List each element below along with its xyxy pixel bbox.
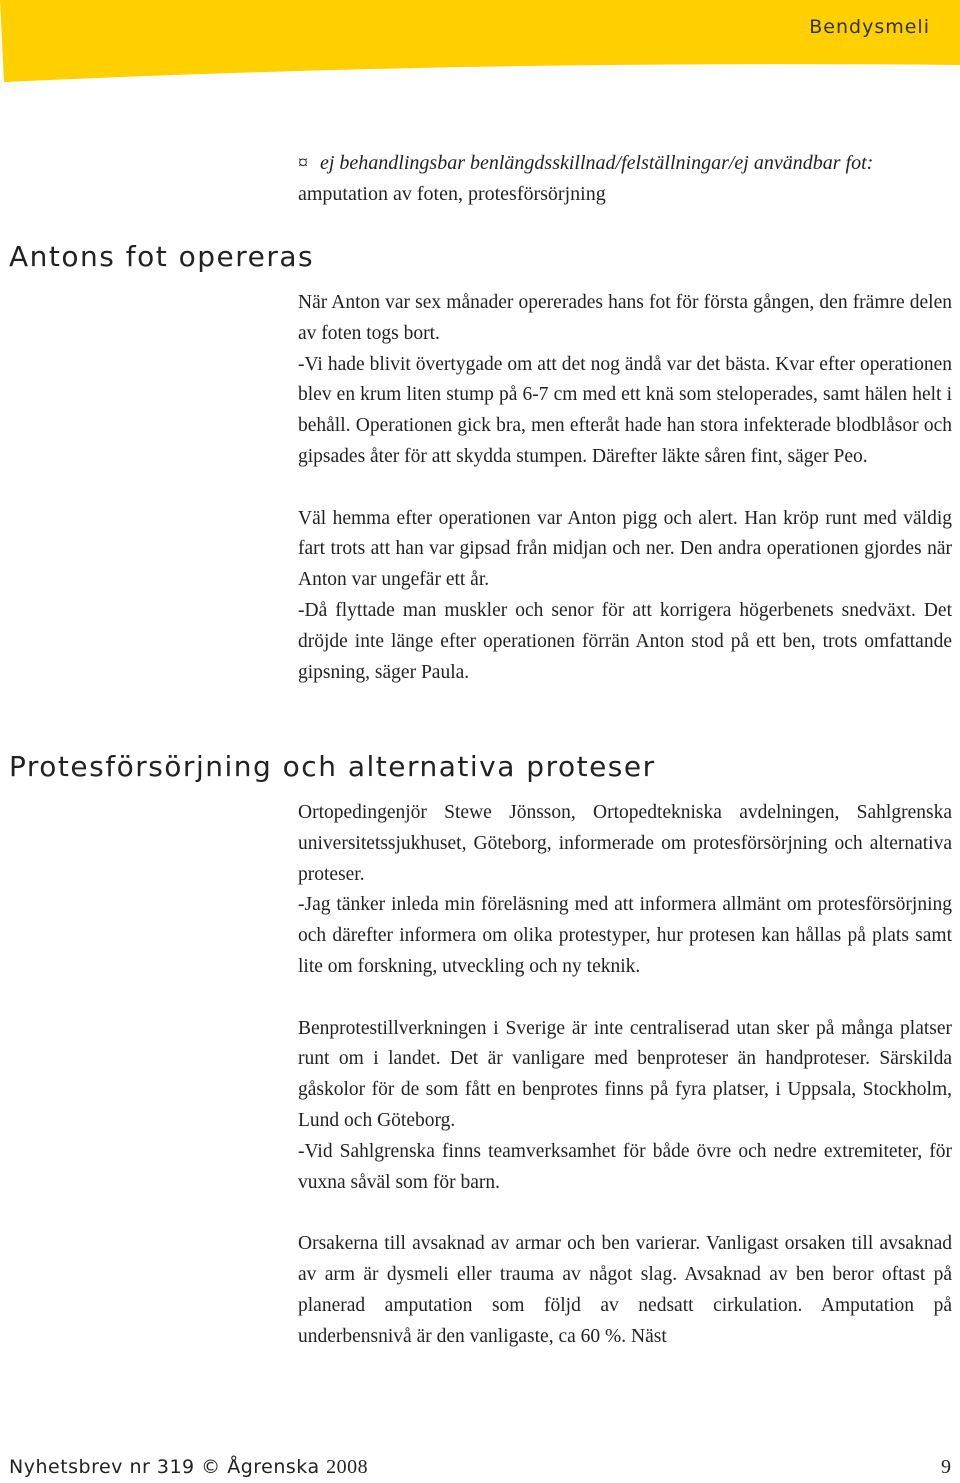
header-banner [0, 0, 960, 90]
section-label: Bendysmeli [809, 16, 930, 38]
paragraph: Orsakerna till avsaknad av armar och ben varierar. Vanligast orsaken till avsaknad av arm är dysmeli eller trauma av något slag. Avsaknad av ben beror oftast på planerad amputation som följd av nedsatt cirkulation. Amputation på underbensnivå är den vanligaste, ca 60 %. Näst [298, 1233, 952, 1347]
footer-year: 2008 [326, 1456, 369, 1478]
paragraph: Ortopedingenjör Stewe Jönsson, Ortopedtekniska avdelningen, Sahlgrenska universitetssjukhuset, Göteborg, informerade om protesförsörjning och alternativa proteser. [298, 802, 952, 885]
section1-body [298, 288, 952, 688]
bullet-text: amputation av foten, protesförsörjning [298, 183, 606, 205]
paragraph: Benprotestillverkningen i Sverige är inte centraliserad utan sker på många platser runt om i landet. Det är vanligare med benproteser än handproteser. Särskilda gåskolor för de som fått en benprotes finns på fyra platser, i Uppsala, Stockholm, Lund och Göteborg. [298, 1017, 952, 1131]
section2-body [298, 798, 952, 1352]
paragraph: -Jag tänker inleda min föreläsning med att informera allmänt om protesförsörjning och därefter informera om olika protestyper, hur protesen kan hållas på plats samt lite om forskning, utveckling och ny teknik. [298, 894, 952, 977]
bullet-italic-text: ej behandlingsbar benlängdsskillnad/felställningar/ej användbar fot: [320, 152, 874, 174]
paragraph: -Vid Sahlgrenska finns teamverksamhet för både övre och nedre extremiteter, för vuxna såväl som för barn. [298, 1140, 952, 1193]
paragraph: När Anton var sex månader opererades hans fot för första gången, den främre delen av foten togs bort. [298, 292, 952, 344]
paragraph: -Vi hade blivit övertygade om att det nog ändå var det bästa. Kvar efter operationen blev en krum liten stump på 6-7 cm med ett knä som steloperades, samt hälen helt i behåll. Operationen gick bra, men efteråt hade han stora infekterade blodblåsor och gipsades åter för att skydda stumpen. Därefter läkte såren fint, säger Peo. [298, 353, 952, 467]
paragraph: Väl hemma efter operationen var Anton pigg och alert. Han kröp runt med väldig fart trots att han var gipsad från midjan och ner. Den andra operationen gjordes när Anton var ungefär ett år. [298, 507, 952, 591]
bullet-item [298, 148, 954, 210]
footer-newsletter-text: Nyhetsbrev nr 319 © Ågrenska [9, 1456, 320, 1478]
bullet-marker: ¤ [298, 152, 308, 174]
paragraph: -Då flyttade man muskler och senor för att korrigera högerbenets snedväxt. Det dröjde inte länge efter operationen förrän Anton stod på ett ben, trots omfattande gipsning, säger Paula. [298, 599, 952, 683]
footer-newsletter [9, 1456, 368, 1479]
page-number: 9 [941, 1456, 951, 1478]
section-heading-protesforsorjning: Protesförsörjning och alternativa proteser [9, 750, 656, 783]
section-heading-antons-fot: Antons fot opereras [9, 240, 315, 273]
